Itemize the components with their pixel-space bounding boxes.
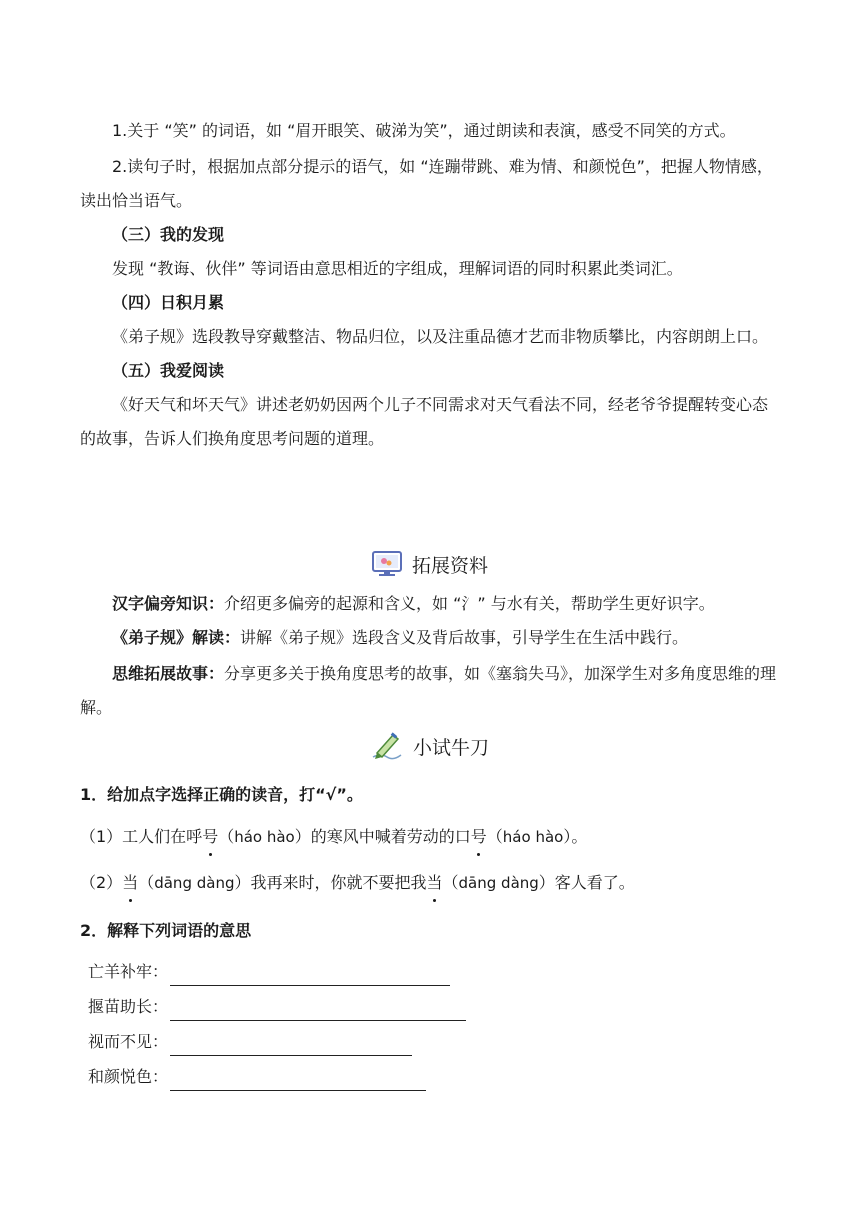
word-label: 揠苗助长： xyxy=(88,997,169,1016)
dotted-char: 当 xyxy=(427,868,443,898)
pen-writing-icon xyxy=(371,731,403,761)
extension-text: 介绍更多偏旁的起源和含义，如 “氵” 与水有关，帮助学生更好识字。 xyxy=(224,594,715,613)
practice-title: 小试牛刀 xyxy=(412,736,489,759)
paragraph-weather-story: 《好天气和坏天气》讲述老奶奶因两个儿子不同需求对天气看法不同，经老爷爷提醒转变心态的故事，告诉人们换角度思考问题的道理。 xyxy=(80,395,769,448)
paragraph-tone-reading: 2.读句子时，根据加点部分提示的语气，如 “连蹦带跳、难为情、和颜悦色”，把握人物情感，读出恰当语气。 xyxy=(80,157,773,210)
extension-item-radical xyxy=(112,589,792,619)
dotted-char: 号 xyxy=(202,822,218,852)
question-2-heading: 2．解释下列词语的意思 xyxy=(80,921,252,940)
answer-row xyxy=(88,1063,426,1091)
pinyin-options[interactable]: háo hào xyxy=(502,828,564,846)
answer-blank[interactable] xyxy=(170,1072,426,1091)
extension-label: 汉字偏旁知识： xyxy=(112,594,225,613)
extension-label: 《弟子规》解读： xyxy=(112,628,241,647)
extension-item-thinking xyxy=(80,657,780,725)
answer-blank[interactable] xyxy=(170,1002,466,1021)
section-title-extension xyxy=(0,548,860,580)
pinyin-options[interactable]: háo hào xyxy=(234,828,295,846)
intro-section xyxy=(80,114,780,456)
question-1-heading: 1．给加点字选择正确的读音，打“√”。 xyxy=(80,785,363,804)
paragraph-discovery: 发现 “教诲、伙伴” 等词语由意思相近的字组成，理解词语的同时积累此类词汇。 xyxy=(112,259,683,278)
word-label: 亡羊补牢： xyxy=(88,962,169,981)
question-1-sentence-2: （2）当（dāng dàng）我再来时，你就不要把我当（dāng dàng）客人看了。 xyxy=(80,868,635,898)
answer-blank[interactable] xyxy=(170,1037,412,1056)
paragraph-laugh-words: 1.关于 “笑” 的词语，如 “眉开眼笑、破涕为笑”，通过朗读和表演，感受不同笑的方式。 xyxy=(112,121,736,140)
section-title-practice xyxy=(0,729,860,763)
pinyin-options[interactable]: dāng dàng xyxy=(154,874,235,892)
dotted-char: 号 xyxy=(471,822,487,852)
word-label: 视而不见： xyxy=(88,1032,169,1051)
dotted-char: 当 xyxy=(122,868,138,898)
answer-row xyxy=(88,1028,412,1056)
word-label: 和颜悦色： xyxy=(88,1067,169,1086)
heading-i-love-reading: （五）我爱阅读 xyxy=(112,361,225,380)
pinyin-options[interactable]: dāng dàng xyxy=(458,874,539,892)
heading-my-discovery: （三）我的发现 xyxy=(112,225,225,244)
answer-row xyxy=(88,958,450,986)
extension-item-dizigui xyxy=(112,623,792,653)
answer-blank[interactable] xyxy=(170,967,450,986)
extension-text: 讲解《弟子规》选段含义及背后故事，引导学生在生活中践行。 xyxy=(240,628,689,647)
extension-title: 拓展资料 xyxy=(411,554,488,577)
answer-row xyxy=(88,993,466,1021)
extension-label: 思维拓展故事： xyxy=(112,664,225,683)
paragraph-dizigui: 《弟子规》选段教导穿戴整洁、物品归位，以及注重品德才艺而非物质攀比，内容朗朗上口。 xyxy=(112,327,769,346)
extension-text: 分享更多关于换角度思考的故事，如《塞翁失马》，加深学生对多角度思维的理解。 xyxy=(80,664,777,717)
question-1-sentence-1: （1）工人们在呼号（háo hào）的寒风中喊着劳动的口号（háo hào）。 xyxy=(80,822,587,852)
monitor-icon xyxy=(372,551,402,577)
heading-daily-accumulation: （四）日积月累 xyxy=(112,293,225,312)
